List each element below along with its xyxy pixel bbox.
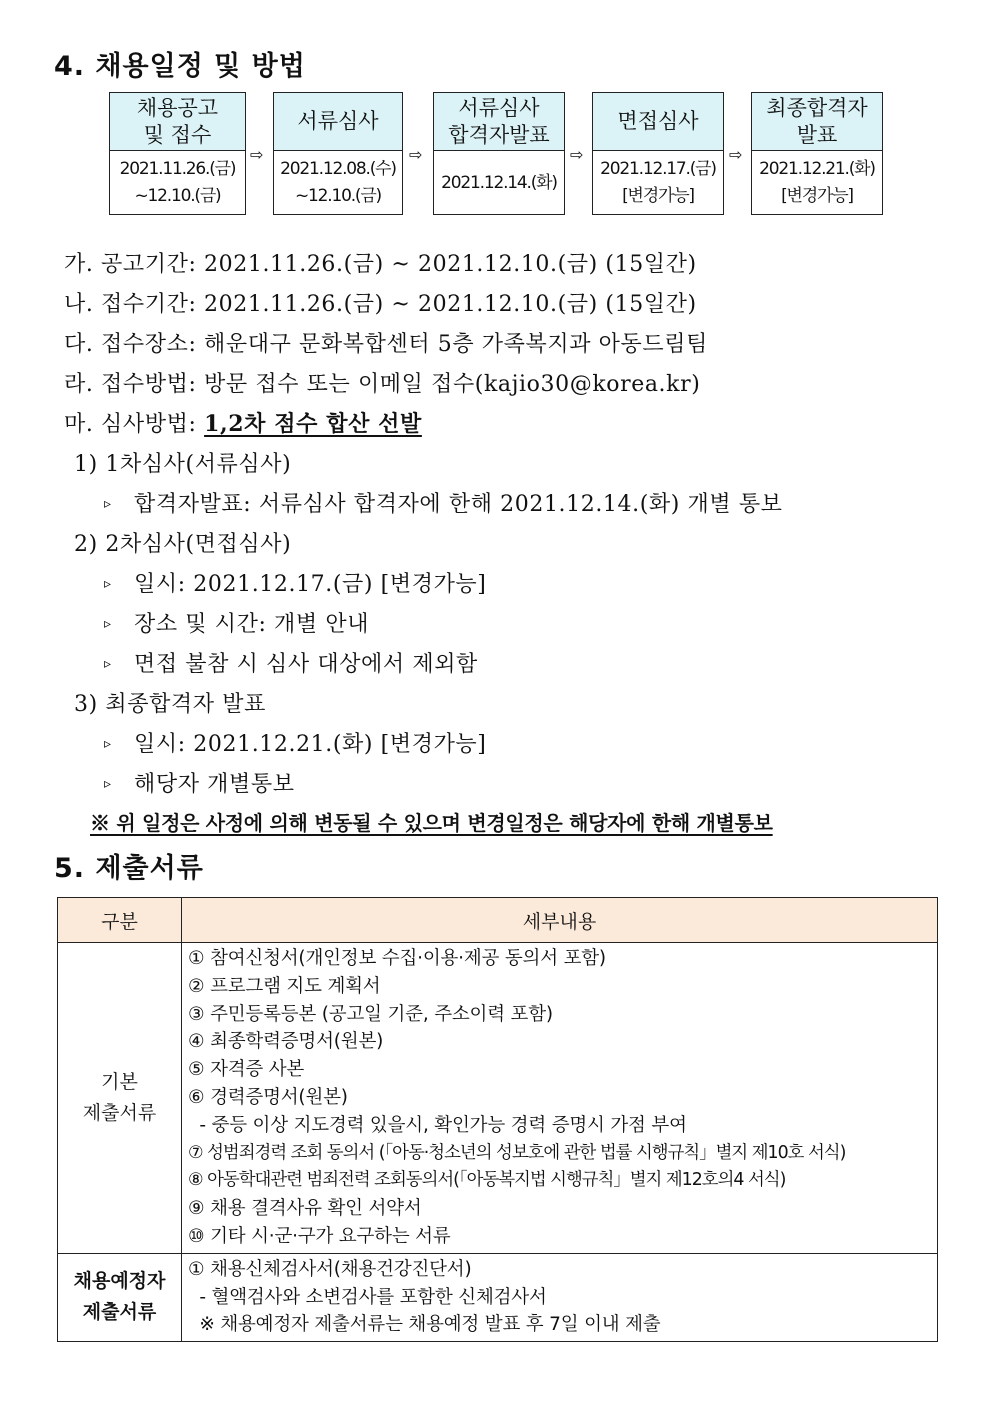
table-row-basic xyxy=(58,943,938,1254)
list-item: ② 프로그램 지도 계획서 xyxy=(188,975,381,997)
flow-arrow-icon: ⇨ xyxy=(570,145,584,164)
list-item: ① 채용신체검사서(채용건강진단서) xyxy=(188,1258,472,1280)
list-item: - 중등 이상 지도경력 있을시, 확인가능 경력 증명시 가점 부여 xyxy=(188,1114,687,1136)
category-prospective: 채용예정자 제출서류 xyxy=(58,1253,182,1341)
flow-step-head: 최종합격자 발표 xyxy=(752,93,882,151)
flow-step-head: 서류심사 xyxy=(274,93,402,151)
list-item: ④ 최종학력증명서(원본) xyxy=(188,1031,384,1053)
prospective-items xyxy=(182,1253,938,1341)
bullet-icon: ▹ xyxy=(104,776,112,792)
line-stage-1-result xyxy=(104,487,783,518)
flow-step-head: 서류심사 합격자발표 xyxy=(434,93,564,151)
flow-step-final-result xyxy=(751,92,883,215)
line-stage-3: 3) 최종합격자 발표 xyxy=(74,692,266,717)
line-stage-3-notice xyxy=(104,767,295,798)
basic-items xyxy=(182,943,938,1254)
flow-step-date: 2021.12.17.(금) [변경가능] xyxy=(600,159,716,206)
table-header-category: 구분 xyxy=(58,898,182,943)
flow-step-date: 2021.12.21.(화) [변경가능] xyxy=(759,159,875,206)
bullet-icon: ▹ xyxy=(104,736,112,752)
flow-step-date: 2021.12.14.(화) xyxy=(441,172,557,193)
stage-3-notice-text: 해당자 개별통보 xyxy=(134,772,295,797)
flow-arrow-icon: ⇨ xyxy=(729,145,743,164)
documents-table xyxy=(57,897,938,1342)
bullet-icon: ▹ xyxy=(104,496,112,512)
table-header-detail: 세부내용 xyxy=(182,898,938,943)
review-method-label: 마. 심사방법: xyxy=(64,412,205,437)
flow-step-document-review xyxy=(273,92,403,215)
list-item: ⑨ 채용 결격사유 확인 서약서 xyxy=(188,1198,422,1220)
flow-step-date: 2021.12.08.(수) ~12.10.(금) xyxy=(280,159,396,206)
section-5-title: 5. 제출서류 xyxy=(54,853,204,884)
list-item: ⑥ 경력증명서(원본) xyxy=(188,1086,348,1108)
table-row-prospective xyxy=(58,1253,938,1341)
list-item: ⑩ 기타 시·군·구가 요구하는 서류 xyxy=(188,1225,451,1247)
stage-1-result-text: 합격자발표: 서류심사 합격자에 한해 2021.12.14.(화) 개별 통보 xyxy=(134,492,783,517)
stage-2-absence-text: 면접 불참 시 심사 대상에서 제외함 xyxy=(134,652,478,677)
schedule-change-note: ※ 위 일정은 사정에 의해 변동될 수 있으며 변경일정은 해당자에 한해 개별통보 xyxy=(90,811,773,835)
line-stage-1: 1) 1차심사(서류심사) xyxy=(74,452,292,477)
table-header-row xyxy=(58,898,938,943)
bullet-icon: ▹ xyxy=(104,656,112,672)
line-stage-2: 2) 2차심사(면접심사) xyxy=(74,532,292,557)
review-method-value: 1,2차 점수 합산 선발 xyxy=(204,411,422,437)
line-application-place: 다. 접수장소: 해운대구 문화복합센터 5층 가족복지과 아동드림팀 xyxy=(64,332,708,357)
flow-arrow-icon: ⇨ xyxy=(409,145,423,164)
flow-step-interview xyxy=(592,92,724,215)
stage-3-date-text: 일시: 2021.12.21.(화) [변경가능] xyxy=(134,732,487,757)
list-item: ⑧ 아동학대관련 범죄전력 조회동의서(「아동복지법 시행규칙」별지 제12호의4 서식) xyxy=(188,1170,786,1191)
list-item: ① 참여신청서(개인정보 수집·이용·제공 동의서 포함) xyxy=(188,948,606,969)
line-application-method: 라. 접수방법: 방문 접수 또는 이메일 접수(kajio30@korea.kr) xyxy=(64,372,701,397)
flow-arrow-icon: ⇨ xyxy=(250,145,264,164)
flow-step-head: 면접심사 xyxy=(593,93,723,151)
line-announcement-period: 가. 공고기간: 2021.11.26.(금) ~ 2021.12.10.(금) (15일간) xyxy=(64,252,697,277)
bullet-icon: ▹ xyxy=(104,616,112,632)
stage-2-date-text: 일시: 2021.12.17.(금) [변경가능] xyxy=(134,572,487,597)
list-item: - 혈액검사와 소변검사를 포함한 신체검사서 xyxy=(188,1286,547,1308)
stage-2-place-text: 장소 및 시간: 개별 안내 xyxy=(134,612,370,637)
line-stage-3-date xyxy=(104,727,486,758)
flow-step-announcement xyxy=(109,92,246,215)
list-item: ⑦ 성범죄경력 조회 동의서 (「아동·청소년의 성보호에 관한 법률 시행규칙」별지 제10호 서식) xyxy=(188,1142,846,1163)
list-item: ※ 채용예정자 제출서류는 채용예정 발표 후 7일 이내 제출 xyxy=(188,1314,661,1336)
section-4-title: 4. 채용일정 및 방법 xyxy=(54,51,306,82)
line-application-period: 나. 접수기간: 2021.11.26.(금) ~ 2021.12.10.(금) (15일간) xyxy=(64,292,697,317)
category-basic: 기본 제출서류 xyxy=(58,943,182,1254)
list-item: ③ 주민등록등본 (공고일 기준, 주소이력 포함) xyxy=(188,1003,553,1025)
line-stage-2-date xyxy=(104,567,486,598)
line-stage-2-absence xyxy=(104,647,478,678)
line-stage-2-place xyxy=(104,607,369,638)
list-item: ⑤ 자격증 사본 xyxy=(188,1059,305,1081)
flow-step-head: 채용공고 및 접수 xyxy=(110,93,245,151)
flow-step-date: 2021.11.26.(금) ~12.10.(금) xyxy=(119,159,236,206)
bullet-icon: ▹ xyxy=(104,576,112,592)
flow-step-document-result xyxy=(433,92,565,215)
line-review-method xyxy=(64,407,422,438)
